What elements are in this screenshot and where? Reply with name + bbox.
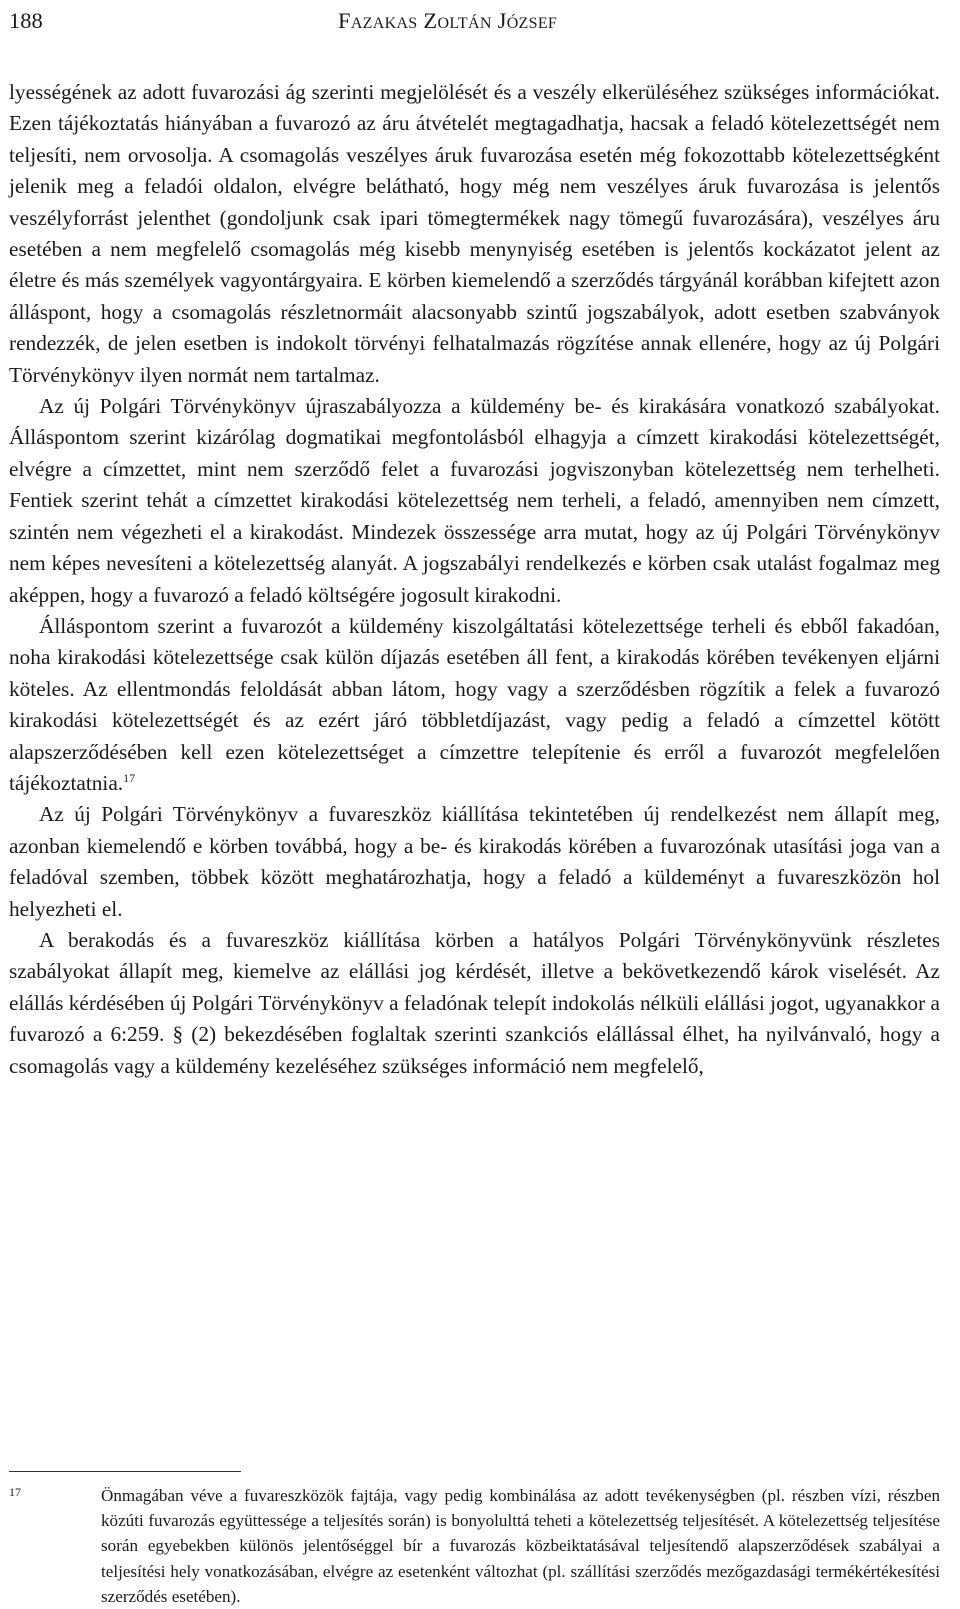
paragraph: Az új Polgári Törvénykönyv újraszabályozza a küldemény be- és kirakására vonatkozó szabályokat. Álláspontom szerint kizárólag dogmatikai megfontolásból elhagyja a címzett kirakodási kötelezettségét, elvégre a címzettet, mint nem szerződő felet a fuvarozási jogviszonyban kötelezettség nem terhelheti. Fentiek szerint tehát a címzettet kirakodási kötelezettség nem terheli, a feladó, amennyiben nem címzett, szintén nem végezheti el a kirakodást. Mindezek összessége arra mutat, hogy az új Polgári Törvénykönyv nem képes nevesíteni a kötelezettség alanyát. A jogszabályi rendelkezés e körben csak utalást fogalmaz meg aképpen, hogy a fuvarozó a feladó költségére jogosult kirakodni. xyxy=(9,394,940,607)
running-head-author xyxy=(338,4,557,38)
body-text xyxy=(9,77,940,1082)
footnote xyxy=(9,1483,940,1609)
footnote-reference[interactable]: 17 xyxy=(123,770,136,785)
author-name: Fazakas Zoltán József xyxy=(338,8,558,33)
footnote-text: Önmagában véve a fuvareszközök fajtája, vagy pedig kombinálása az adott tevékenységben (pl. részben vízi, részben közúti fuvarozás együttessége a teljesítés során) is bonyolulttá teheti a kötelezettség teljesítését. A kötelezettség teljesítése során egyebekben különös jelentőséggel bír a fuvarozás közbeiktatásával teljesítendő alapszerződések szabályai a teljesítési hely vonatkozásában, elvégre az esetenként változhat (pl. szállítási szerződés mezőgazdasági termékértékesítési szerződés esetében). xyxy=(101,1486,940,1606)
page-number: 188 xyxy=(9,8,43,33)
paragraph: A berakodás és a fuvareszköz kiállítása körben a hatályos Polgári Törvénykönyvünk részletes szabályokat állapít meg, kiemelve az elállási jog kérdését, illetve a bekövetkezendő károk viselését. Az elállás kérdésében új Polgári Törvénykönyv a feladónak telepít indokolás nélküli elállási jogot, ugyanakkor a fuvarozó a 6:259. § (2) bekezdésében foglaltak szerinti szankciós elállással élhet, ha nyilvánvaló, hogy a csomagolás vagy a küldemény kezeléséhez szükséges információ nem megfelelő, xyxy=(9,927,940,1078)
paragraph xyxy=(9,611,940,799)
footnote-number: 17 xyxy=(9,1485,21,1499)
page-header xyxy=(9,4,951,38)
paragraph: lyességének az adott fuvarozási ág szerinti megjelölését és a veszély elkerüléséhez szükséges információkat. Ezen tájékoztatás hiányában a fuvarozó az áru átvételét megtagadhatja, hacsak a feladó kötelezettségét nem teljesíti, nem orvosolja. A csomagolás veszélyes áruk fuvarozása esetén még fokozottabb kötelezettségként jelenik meg a feladói oldalon, elvégre belátható, hogy még nem veszélyes áruk fuvarozása is jelentős veszélyforrást jelenthet (gondoljunk csak ipari tömegtermékek nagy tömegű fuvarozására), veszélyes áru esetében a nem megfelelő csomagolás még kisebb menynyiség esetében is jelentős kockázatot jelent az életre és más személyek vagyontárgyaira. E körben kiemelendő a szerződés tárgyánál korábban kifejtett azon álláspont, hogy a csomagolás részletnormáit alacsonyabb szintű jogszabályok, adott esetben szabványok rendezzék, de jelen esetben is indokolt törvényi felhatalmazás rögzítése annak ellenére, hogy az új Polgári Törvénykönyv ilyen normát nem tartalmaz. xyxy=(9,80,940,387)
paragraph: Az új Polgári Törvénykönyv a fuvareszköz kiállítása tekintetében új rendelkezést nem állapít meg, azonban kiemelendő e körben továbbá, hogy a be- és kirakodás körében a fuvarozónak utasítási joga van a feladóval szemben, többek között meghatározhatja, hogy a feladó a küldeményt a fuvareszközön hol helyezheti el. xyxy=(9,802,940,921)
footnote-divider xyxy=(9,1471,241,1472)
paragraph-text: Álláspontom szerint a fuvarozót a küldemény kiszolgáltatási kötelezettsége terheli és ebből fakadóan, noha kirakodási kötelezettsége csak külön díjazás esetében áll fent, a kirakodás körében tevékenyen eljárni köteles. Az ellentmondás feloldását abban látom, hogy vagy a szerződésben rögzítik a felek a fuvarozó kirakodási kötelezettségét és az ezért járó többletdíjazást, vagy pedig a feladó a címzettel kötött alapszerződésében kell ezen kötelezettséget a címzettre telepítenie és erről a fuvarozót megfelelően tájékoztatnia. xyxy=(9,613,940,795)
